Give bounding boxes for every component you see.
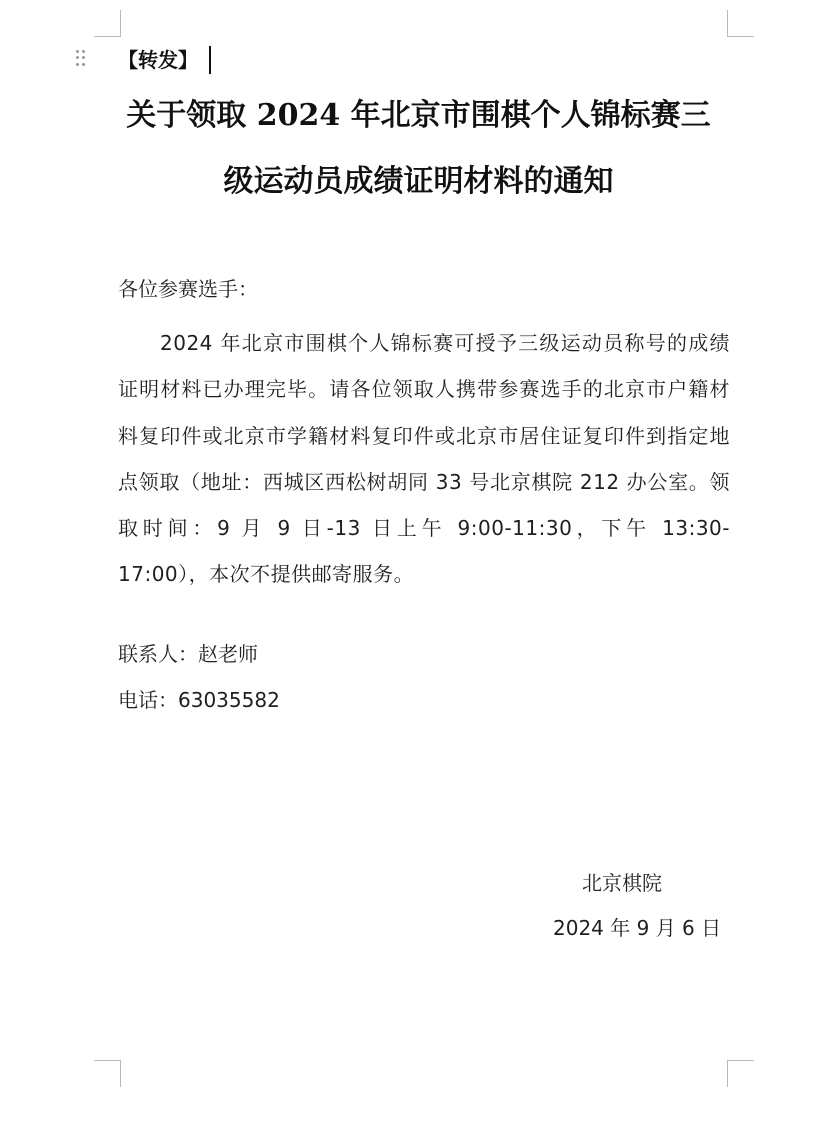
signature-organization: 北京棋院 xyxy=(582,871,662,895)
crop-mark-bottom-right xyxy=(727,1060,754,1087)
contact-phone: 电话：63035582 xyxy=(118,688,280,712)
page-title-line-2: 级运动员成绩证明材料的通知 xyxy=(223,164,614,199)
notice-paragraph: 2024 年北京市围棋个人锦标赛可授予三级运动员称号的成绩证明材料已办理完毕。请各位领取人携带参赛选手的北京市户籍材料复印件或北京市学籍材料复印件或北京市居住证复印件到指定地点领取（地址：西城区西松树胡同 33 号北京棋院 212 办公室。领取时间：9 月 9 日-13 日上午 9:00-11:30，下午 13:30-17:00），本次不提供邮寄服务。 xyxy=(118,331,730,587)
crop-mark-top-left xyxy=(94,10,121,37)
crop-mark-bottom-left xyxy=(94,1060,121,1087)
crop-mark-top-right xyxy=(727,10,754,37)
signature-date: 2024 年 9 月 6 日 xyxy=(553,916,722,940)
forward-tag: 【转发】 xyxy=(118,48,198,72)
page-title-line-1: 关于领取 2024 年北京市围棋个人锦标赛三 xyxy=(126,98,711,133)
drag-handle-icon[interactable] xyxy=(76,50,86,66)
text-cursor xyxy=(209,46,211,74)
contact-person: 联系人：赵老师 xyxy=(118,642,258,666)
salutation: 各位参赛选手： xyxy=(118,277,258,301)
